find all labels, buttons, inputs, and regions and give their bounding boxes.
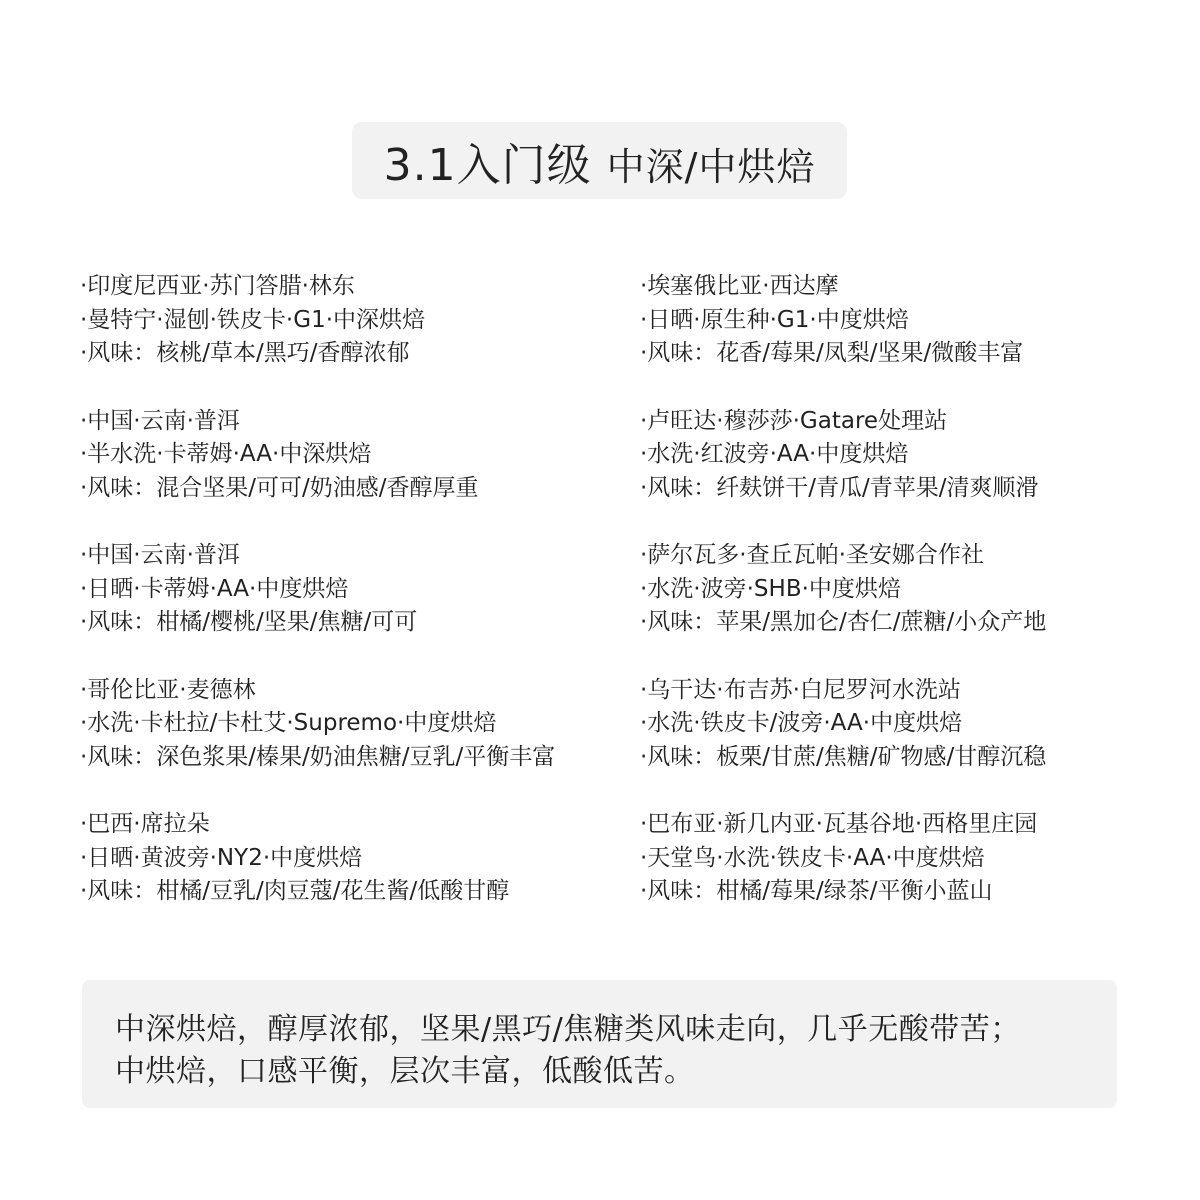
- entry-process: ·水洗·铁皮卡/波旁·AA·中度烘焙: [640, 710, 963, 736]
- entry-flavor: ·风味：苹果/黑加仑/杏仁/蔗糖/小众产地: [640, 609, 1047, 635]
- left-coffee-list: [80, 270, 640, 943]
- entry-flavor: ·风味：板栗/甘蔗/焦糖/矿物感/甘醇沉稳: [640, 743, 1047, 770]
- coffee-entry: [640, 808, 1160, 943]
- entry-process: ·天堂鸟·水洗·铁皮卡·AA·中度烘焙: [640, 844, 985, 871]
- entry-flavor: ·风味：花香/莓果/凤梨/坚果/微酸丰富: [640, 340, 1024, 366]
- entry-process: ·水洗·卡杜拉/卡杜艾·Supremo·中度烘焙: [80, 710, 497, 736]
- entry-flavor: ·风味：核桃/草本/黑巧/香醇浓郁: [80, 340, 410, 366]
- entry-origin: ·哥伦比亚·麦德林: [80, 676, 256, 703]
- summary-line-2: 中烘焙，口感平衡，层次丰富，低酸低苦。: [115, 1054, 695, 1089]
- coffee-entry: [80, 405, 640, 540]
- summary-line-1: 中深烘焙，醇厚浓郁，坚果/黑巧/焦糖类风味走向，几乎无酸带苦；: [115, 1012, 1021, 1047]
- coffee-entry: [80, 674, 640, 809]
- entry-process: ·日晒·卡蒂姆·AA·中度烘焙: [80, 575, 349, 602]
- entry-process: ·水洗·波旁·SHB·中度烘焙: [640, 575, 901, 602]
- coffee-entry: [80, 808, 640, 943]
- entry-origin: ·萨尔瓦多·查丘瓦帕·圣安娜合作社: [640, 542, 984, 568]
- entry-flavor: ·风味：柑橘/豆乳/肉豆蔻/花生酱/低酸甘醇: [80, 878, 510, 904]
- title-banner: [352, 122, 847, 199]
- entry-flavor: ·风味：柑橘/樱桃/坚果/焦糖/可可: [80, 609, 418, 635]
- entry-origin: ·巴布亚·新几内亚·瓦基谷地·西格里庄园: [640, 811, 1038, 837]
- entry-flavor: ·风味：混合坚果/可可/奶油感/香醇厚重: [80, 474, 479, 501]
- right-coffee-list: [640, 270, 1160, 943]
- entry-process: ·水洗·红波旁·AA·中度烘焙: [640, 441, 909, 467]
- entry-origin: ·巴西·席拉朵: [80, 811, 210, 837]
- summary-box: [82, 980, 1117, 1108]
- coffee-entry: [640, 674, 1160, 809]
- coffee-entry: [640, 270, 1160, 405]
- entry-flavor: ·风味：深色浆果/榛果/奶油焦糖/豆乳/平衡丰富: [80, 743, 556, 770]
- title-main: 3.1入门级: [383, 139, 592, 191]
- entry-origin: ·中国·云南·普洱: [80, 542, 240, 568]
- entry-process: ·曼特宁·湿刨·铁皮卡·G1·中深烘焙: [80, 306, 426, 333]
- entry-process: ·日晒·原生种·G1·中度烘焙: [640, 306, 909, 333]
- coffee-entry: [80, 270, 640, 405]
- entry-process: ·半水洗·卡蒂姆·AA·中深烘焙: [80, 441, 372, 467]
- entry-origin: ·中国·云南·普洱: [80, 407, 240, 434]
- entry-origin: ·埃塞俄比亚·西达摩: [640, 273, 839, 299]
- coffee-entry: [640, 539, 1160, 674]
- entry-origin: ·卢旺达·穆莎莎·Gatare处理站: [640, 407, 948, 434]
- coffee-entry: [80, 539, 640, 674]
- entry-flavor: ·风味：柑橘/莓果/绿茶/平衡小蓝山: [640, 878, 993, 904]
- entry-process: ·日晒·黄波旁·NY2·中度烘焙: [80, 844, 363, 871]
- coffee-entry: [640, 405, 1160, 540]
- entry-origin: ·乌干达·布吉苏·白尼罗河水洗站: [640, 676, 961, 703]
- entry-flavor: ·风味：纤麸饼干/青瓜/青苹果/清爽顺滑: [640, 474, 1039, 501]
- entry-origin: ·印度尼西亚·苏门答腊·林东: [80, 273, 355, 299]
- page-title: [384, 129, 816, 193]
- title-sub: 中深/中烘焙: [606, 144, 816, 189]
